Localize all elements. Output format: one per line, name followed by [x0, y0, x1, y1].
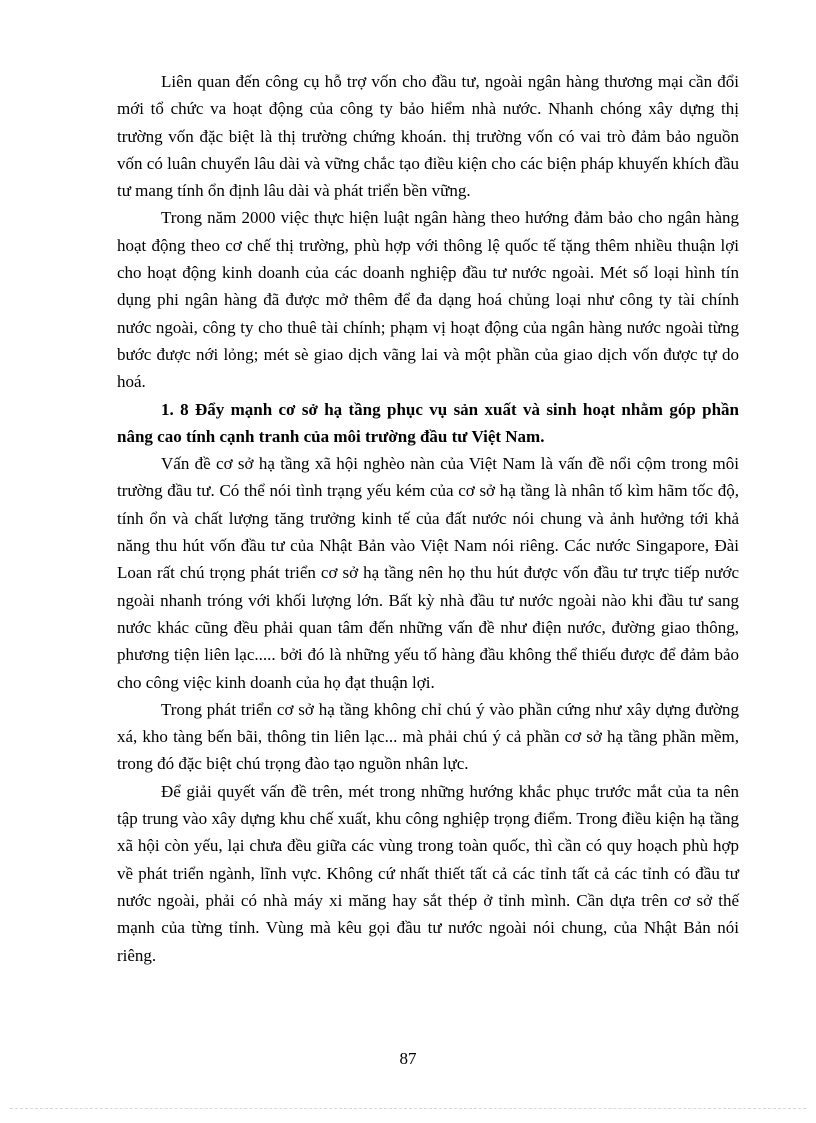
paragraph-banking-law: Trong năm 2000 việc thực hiện luật ngân hàng theo hướng đảm bảo cho ngân hàng hoạt động theo cơ chế thị trường, phù hợp với thông lệ quốc tế tặng thêm nhiều thuận lợi cho hoạt động kinh doanh của các doanh nghiệp đầu tư nước ngoài. Mét số loại hình tín dụng phi ngân hàng đã được mở thêm để đa dạng hoá chủng loại như công ty tài chính nước ngoài, công ty cho thuê tài chính; phạm vị hoạt động của ngân hàng nước ngoài từng bước được nới lỏng; mét sè giao dịch vãng lai và một phần của giao dịch vốn được tự do hoá. [117, 208, 739, 392]
section-heading: 1. 8 Đẩy mạnh cơ sở hạ tầng phục vụ sản xuất và sinh hoạt nhằm góp phần nâng cao tính cạnh tranh của môi trường đầu tư Việt Nam. [117, 399, 739, 446]
document-page [117, 68, 739, 969]
paragraph-infrastructure: Vấn đề cơ sở hạ tầng xã hội nghèo nàn của Việt Nam là vấn đề nổi cộm trong môi trường đầu tư. Có thể nói tình trạng yếu kém của cơ sở hạ tầng là nhân tố kìm hãm tốc độ, tính ổn và chất lượng tăng trưởng kinh tế của đất nước nói chung và ảnh hưởng tới khả năng thu hút vốn đầu tư của Nhật Bản vào Việt Nam nói riêng. Các nước Singapore, Đài Loan rất chú trọng phát triển cơ sở hạ tầng nên họ thu hút được vốn đầu tư trực tiếp nước ngoài nhanh tróng với khối lượng lớn. Bất kỳ nhà đầu tư nước ngoài nào khi đầu tư sang nước khác cũng đều phải quan tâm đến những vấn đề như điện nước, đường giao thông, phương tiện liên lạc..... bởi đó là những yếu tố hàng đầu không thể thiếu được để đảm bảo cho công việc kinh doanh của họ đạt thuận lợi. [117, 454, 739, 692]
paragraph-solutions: Để giải quyết vấn đề trên, mét trong những hướng khắc phục trước mắt của ta nên tập trung vào xây dựng khu chế xuất, khu công nghiệp trọng điểm. Trong điều kiện hạ tầng xã hội còn yếu, lại chưa đều giữa các vùng trong toàn quốc, thì cần có quy hoạch phù hợp về phát triển ngành, lĩnh vực. Không cứ nhất thiết tất cả các tỉnh tất cả các tỉnh có đầu tư nước ngoài, phải có nhà máy xi măng hay sắt thép ở tỉnh mình. Cần dựa trên cơ sở thế mạnh của từng tỉnh. Vùng mà kêu gọi đầu tư nước ngoài nói chung, của Nhật Bản nói riêng. [117, 781, 739, 965]
page-number: 87 [399, 1049, 417, 1068]
page-bottom-divider [10, 1108, 806, 1109]
paragraph-capital-market: Liên quan đến công cụ hỗ trợ vốn cho đầu tư, ngoài ngân hàng thương mại cần đổi mới tổ chức va hoạt động của công ty bảo hiểm nhà nước. Nhanh chóng xây dựng thị trường vốn đặc biệt là thị trường chứng khoán. thị trường vốn có vai trò đảm bảo nguồn vốn có luân chuyển lâu dài và vững chắc tạo điều kiện cho các biện pháp khuyến khích đầu tư mang tính ổn định lâu dài và phát triển bền vững. [117, 72, 739, 201]
paragraph-hard-soft-infrastructure: Trong phát triển cơ sở hạ tầng không chỉ chú ý vào phần cứng như xây dựng đường xá, kho tàng bến bãi, thông tin liên lạc... mà phải chú ý cả phần cơ sở hạ tầng phần mềm, trong đó đặc biệt chú trọng đào tạo nguồn nhân lực. [117, 699, 739, 774]
